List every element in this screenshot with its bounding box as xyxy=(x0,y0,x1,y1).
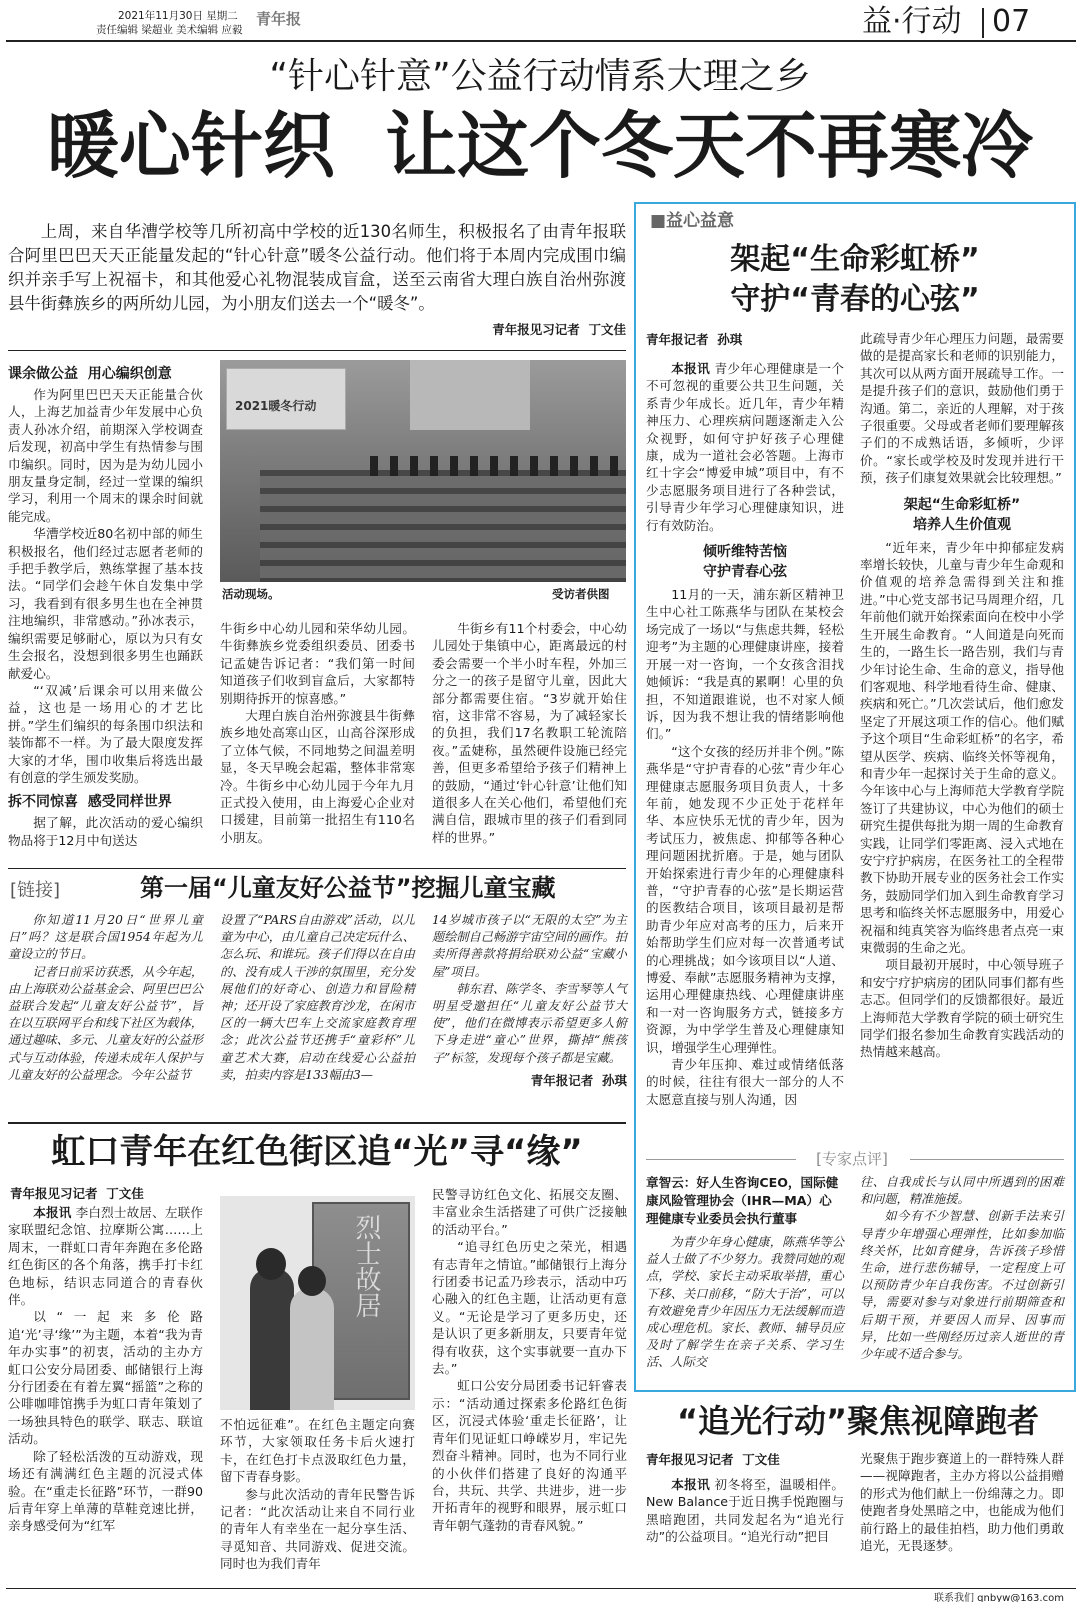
window-light xyxy=(410,360,530,430)
hongkou-column-3 xyxy=(432,1186,627,1534)
lead-intro-rule xyxy=(8,350,626,351)
expert-label: [专家点评] xyxy=(816,1150,888,1168)
masthead-date: 2021年11月30日 星期二 xyxy=(118,10,238,22)
audience-seats xyxy=(260,470,626,582)
lead-intro-text: 上周，来自华漕学校等几所初高中学校的近130名师生，积极报名了由青年报联合阿里巴巴天天正能量发起的“针心针意”暖冬公益行动。他们将于本周内完成围巾编织并亲手写上祝福卡，和其他爱心礼物混装成盲盒，送至云南省大理白族自治州弥渡县牛街彝族乡的两所幼儿园，为小朋友们送去一个“暖冬”。 xyxy=(8,222,626,313)
boxed-paragraph: “近年来，青少年中抑郁症发病率增长较快，儿童与青少年生命观和价值观的培养急需得到关注和推进。”中心党支部书记马周理介绍，几年前他们就开始探索面向在校中小学生开展生命教育。“人间道是向死而生的，一路生长一路告别，我们与青少年讨论生命、生命的意义，指导他们客观地、科学地看待生命、健康、疾病和死亡。”几次尝试后，他们愈发坚定了开展这项工作的信心。他们赋予这个项目“生命彩虹桥”的名字，希望从医学、疾病、临终关怀等视角，和青少年一起探讨关于生命的意义。今年该中心与上海师范大学教育学院签订了共建协议，中心为他们的硕士研究生提供每批为期一周的生命教育实践，让同学们零距离、浸入式地在安宁疗护病房，在医务社工的全程带教下协助开展专业的医务社会工作实务，鼓励同学们加入到生命教育学习思考和临终关怀志愿服务中，用爱心祝福和纯真笑容为临终患者点亮一束束微弱的生命之光。 xyxy=(860,539,1064,955)
hongkou-paragraph: 虹口公安分局团委书记轩睿表示：“活动通过探索多伦路红色街区，沉浸式体验‘重走长征路’，让青年们见证虹口峥嵘岁月，牢记先烈奋斗精神。同时，也为不同行业的小伙伴们搭建了良好的沟通平台，共玩、共学、共进步，进一步开拓青年的视野和眼界，展示虹口青年朝气蓬勃的青春风貌。” xyxy=(432,1378,627,1533)
boxed-subhead-1-line-1: 倾听维特苦恼 xyxy=(703,544,787,561)
hongkou-byline: 青年报见习记者 丁文佳 xyxy=(10,1186,144,1201)
boxed-paragraph: 11月的一天，浦东新区精神卫生中心社工陈燕华与团队在某校会场完成了一场以“与焦虑共舞，轻松迎考”为主题的心理健康讲座，接着开展一对一咨询，一个女孩含泪找她倾诉：“我是真的累啊！心里的负担，不知道跟谁说，也不对家人倾诉，因为我不想让我的情绪影响他们。” xyxy=(646,587,844,742)
section-divider xyxy=(982,8,984,38)
link-paragraph: 记者日前采访获悉，从今年起，由上海联劝公益基金会、阿里巴巴公益联合发起“儿童友好公益节”，旨在以互联网平台和线下社区为载体，通过趣味、多元、儿童友好的公益形式与互动体验，传递未成年人保护与儿童友好的公益理念。今年公益节 xyxy=(8,964,204,1082)
boxed-column-label: ■益心益意 xyxy=(650,211,735,231)
audience-heads xyxy=(370,456,626,476)
footer-rule xyxy=(6,1588,1076,1589)
hongkou-paragraph: 民警寻访红色文化、拓展交友圈、丰富业余生活搭建了可供广泛接触的活动平台。” xyxy=(432,1187,627,1237)
hongkou-lead-text: 李白烈士故居、左联作家联盟纪念馆、拉摩斯公寓……上周末，一群虹口青年奔跑在多伦路红色街区的各个角落，携手打卡红色地标，结识志同道合的青春伙伴。 xyxy=(8,1205,204,1308)
lead-byline: 青年报见习记者 丁文佳 xyxy=(492,322,626,337)
masthead-rule xyxy=(6,40,1076,42)
hongkou-headline: 虹口青年在红色街区追“光”寻“缘” xyxy=(51,1132,583,1172)
link-column-1 xyxy=(8,912,203,1084)
lead-paragraph: 大理白族自治州弥渡县牛街彝族乡地处高寒山区，山高谷深形成了立体气候，不同地势之间温差明显，冬天早晚会起霜，整体非常寒冷。牛街乡中心幼儿园于今年九月正式投入使用，由上海爱心企业对口援建，目前第一批招生有110名小朋友。 xyxy=(220,708,415,845)
lead-paragraph: 牛街乡中心幼儿园和荣华幼儿园。牛街彝族乡党委组织委员、团委书记孟婕告诉记者：“我们第一时间知道孩子们收到盲盒后，大家都特别期待拆开的惊喜感。” xyxy=(220,621,415,706)
lead-column-2 xyxy=(220,620,415,846)
hongkou-paragraph: 以“一起来多伦路追‘光’寻‘缘’”为主题，本着“我为青年办实事”的初衷，活动的主办方虹口公安分局团委、邮储银行上海分行团委在有着左翼“摇篮”之称的公啡咖啡馆携手为虹口青年策划了一场独具特色的联学、联志、联谊活动。 xyxy=(8,1309,203,1447)
zhuiguang-lead-text: 初冬将至，温暖相伴。New Balance于近日携手悦跑圈与黑暗跑团，共同发起名为“追光行动”的公益项目。“追光行动”把目 xyxy=(646,1477,844,1545)
boxed-subhead-1-line-2: 守护青春心弦 xyxy=(703,564,787,581)
person-right xyxy=(290,1288,334,1410)
person-left xyxy=(250,1268,294,1410)
hongkou-paragraph: 除了轻松活泼的互动游戏，现场还有满满红色主题的沉浸式体验。在“重走长征路”环节，一群90后青年穿上单薄的草鞋竞速比拼，亲身感受何为“红军 xyxy=(8,1448,203,1534)
boxed-paragraph: 青少年压抑、难过或情绪低落的时候，往往有很大一部分的人不太愿意直接与别人沟通，因 xyxy=(646,1057,844,1107)
hongkou-column-2 xyxy=(220,1416,415,1573)
zhuiguang-headline: “追光行动”聚焦视障跑者 xyxy=(676,1402,1040,1440)
zhuiguang-paragraph: 光聚焦于跑步赛道上的一群特殊人群——视障跑者，主办方将以公益捐赠的形式为他们献上一份绵薄之力。即使跑者身处黑暗之中，也能成为他们前行路上的最佳拍档，助力他们勇敢追光，无畏逐梦。 xyxy=(860,1451,1064,1554)
boxed-paragraph: “这个女孩的经历并非个例。”陈燕华是“守护青春的心弦”青少年心理健康志愿服务项目负责人，十多年前，她发现不少正处于花样年华、本应快乐无忧的青少年，因为考试压力，被焦虑、抑郁等各种心理问题困扰折磨。于是，她与团队开始探索进行青少年的心理健康科普，“守护青春的心弦”是长期运营的医教结合项目，该项目最初是帮助青少年应对高考的压力，后来开始帮助学生们应对每一次普通考试的心理挑战；如今该项目以“人道、博爱、奉献”志愿服务精神为支撑，运用心理健康热线、心理健康讲座和一对一咨询服务方式，链接多方资源，为中学学生普及心理健康知识，增强学生心理弹性。 xyxy=(646,743,844,1055)
boxed-byline: 青年报记者 孙琪 xyxy=(646,332,743,347)
zhuiguang-byline: 青年报见习记者 丁文佳 xyxy=(646,1452,780,1467)
boxed-lead-word: 本报讯 xyxy=(671,361,711,376)
lead-paragraph: 据了解，此次活动的爱心编织物品将于12月中旬送达 xyxy=(8,815,203,848)
activity-photo xyxy=(220,360,626,582)
page-number: 07 xyxy=(992,4,1031,39)
link-paragraph: 设置了“PARS自由游戏”活动，以儿童为中心，由儿童自己决定玩什么、怎么玩、和谁玩。孩子们得以在自由的、没有成人干涉的氛围里，充分发展他们的好奇心、创造力和冒险精神；还开设了家庭教育沙龙，在闲市区的一辆大巴车上交流家庭教育理念；此次公益节还携手“童彩杯”儿童艺术大赛，启动在线爱心公益拍卖，拍卖内容是133幅由3— xyxy=(220,913,415,1082)
hongkou-photo xyxy=(220,1196,415,1410)
zhuiguang-paragraph xyxy=(646,1476,844,1546)
link-label: [链接] xyxy=(10,880,61,901)
boxed-lead-text: 青少年心理健康是一个不可忽视的重要公共卫生问题，关系青少年成长。近几年，青少年精神压力、心理疾病问题逐渐走入公众视野，如何守护好孩子心理健康，成为一道社会必答题。上海市红十字会“博爱申城”项目中，有不少志愿服务项目进行了各种尝试，引导青少年学习心理健康知识，进行有效防治。 xyxy=(646,361,844,533)
zhuiguang-column-2 xyxy=(860,1450,1064,1554)
link-paragraph: 14岁城市孩子以“无限的太空”为主题绘制自己畅游宇宙空间的画作。拍卖所得善款将捐给联劝公益“宝藏小屋”项目。 xyxy=(432,913,627,979)
memorial-sign-text: 烈士故居 xyxy=(351,1214,381,1318)
boxed-paragraph xyxy=(646,360,844,534)
boxed-subhead-2-line-2: 培养人生价值观 xyxy=(913,516,1011,533)
section-title: 益·行动 xyxy=(862,4,962,39)
link-paragraph: 你知道11月20日“世界儿童日”吗？这是联合国1954年起为儿童设立的节日。 xyxy=(8,913,203,962)
lead-kicker: “针心针意”公益行动情系大理之乡 xyxy=(269,56,811,97)
boxed-headline-line-1: 架起“生命彩虹桥” xyxy=(730,242,980,277)
footer-contact: 联系我们 qnbyw@163.com xyxy=(934,1593,1064,1602)
link-column-3 xyxy=(432,912,627,1089)
lead-paragraph: 牛街乡有11个村委会，中心幼儿园处于集镇中心，距离最远的村委会需要一个半小时车程，外加三分之一的孩子是留守儿童，因此大部分都需要住宿。“3岁就开始住宿，这非常不容易，为了减轻家长的负担，我们17名教职工轮流陪夜。”孟婕称，虽然硬件设施已经完善，但更多希望给予孩子们精神上的鼓励，“通过‘针心针意’让他们知道很多人在关心他们，希望他们充满自信，跟城市里的孩子们看到同样的世界。” xyxy=(432,621,627,845)
link-rule-top xyxy=(8,868,626,869)
boxed-subhead-1 xyxy=(646,542,844,582)
expert-column-2 xyxy=(860,1174,1064,1363)
expert-paragraph: 往、自我成长与认同中所遇到的困难和问题，精准施援。 xyxy=(860,1175,1064,1207)
lead-paragraph: 华漕学校近80名初中部的师生积极报名，他们经过志愿者老师的手把手教学后，熟练掌握了基本技法。“同学们会趁午休自发集中学习，我看到有很多男生也在全神贯注地编织，非常感动。”孙冰表示，编织需要足够耐心，原以为只有女生会报名，没想到很多男生也踊跃献爱心。 xyxy=(8,526,203,681)
expert-name: 章智云：好人生咨询CEO，国际健康风险管理协会（IHR—MA）心理健康专业委员会执行董事 xyxy=(646,1175,839,1226)
hongkou-paragraph: “追寻红色历史之荣光，相遇有志青年之情谊。”邮储银行上海分行团委书记孟乃珍表示，活动中巧心融入的红色主题，让活动更有意义。“无论是学习了更多历史，还是认识了更多新朋友，只要青年觉得有收获，这个实事就要一直办下去。” xyxy=(432,1239,627,1377)
hongkou-paragraph: 不怕远征难”。在红色主题定向赛环节，大家领取任务卡后火速打卡，在红色打卡点汲取红色力量，留下青春身影。 xyxy=(220,1417,415,1485)
expert-rule-right xyxy=(910,1159,1064,1160)
expert-rule-left xyxy=(646,1159,796,1160)
lead-subhead-2: 拆不同惊喜 感受同样世界 xyxy=(8,794,172,811)
boxed-column-2 xyxy=(860,330,1064,1061)
link-byline: 青年报记者 孙琪 xyxy=(530,1072,627,1088)
lead-paragraph: 作为阿里巴巴天天正能量合伙人，上海艺加益青少年发展中心负责人孙冰介绍，前期深入学校调查后发现，初高中学生有热情参与围巾编织。同时，因为是为幼儿园小朋友量身定制，经过一堂课的编织学习，利用一个周末的课余时间就能完成。 xyxy=(8,387,203,524)
boxed-paragraph: 此疏导青少年心理压力问题，最需要做的是提高家长和老师的识别能力，其次可以从两方面开展疏导工作。一是提升孩子们的意识，鼓励他们勇于沟通。第二，亲近的人理解，对于孩子很重要。父母或者老师们要理解孩子们的不成熟话语，多倾听，少评价。“家长或学校及时发现并进行干预，孩子们康复效果就会比较理想。” xyxy=(860,331,1064,486)
boxed-subhead-2-line-1: 架起“生命彩虹桥” xyxy=(903,496,1021,513)
zhuiguang-column-1 xyxy=(646,1450,844,1546)
hongkou-rule-top xyxy=(8,1122,626,1124)
link-column-2 xyxy=(220,912,415,1084)
hongkou-column-1 xyxy=(8,1204,203,1535)
boxed-subhead-2 xyxy=(860,495,1064,535)
link-headline: 第一届“儿童友好公益节”挖掘儿童宝藏 xyxy=(140,874,556,902)
masthead-editors: 责任编辑 梁超业 美术编辑 应毅 xyxy=(96,24,243,36)
masthead-logo: 青年报 xyxy=(256,10,302,28)
photo-caption: 活动现场。 xyxy=(222,587,280,601)
person-right-head xyxy=(298,1266,326,1296)
lead-paragraph: “‘双减’后课余可以用来做公益，这也是一场用心的才艺比拼。”学生们编织的每条围巾织法和装饰都不一样。为了最大限度发挥大家的才华，围巾收集后将选出最有创意的学生颁发奖励。 xyxy=(8,682,203,785)
link-paragraph: 韩东君、陈学冬、李雪琴等人气明星受邀担任“儿童友好公益节大使”，他们在微博表示希望更多人俯下身走进“童心”世界，撕掉“熊孩子”标签，发现每个孩子都是宝藏。 xyxy=(432,981,628,1065)
expert-paragraph: 为青少年身心健康，陈燕华等公益人士做了不少努力。我赞同她的观点，学校、家长主动采取举措，重心下移、关口前移，“防大于治”，可以有效避免青少年因压力无法缓解而造成心理危机。家长、教师、辅导员应及时了解学生在亲子关系、学习生活、人际交 xyxy=(646,1235,844,1370)
zhuiguang-lead-word: 本报讯 xyxy=(671,1477,711,1492)
projection-screen xyxy=(226,368,346,430)
lead-headline: 暖心针织 让这个冬天不再寒冷 xyxy=(46,104,1034,188)
boxed-headline-line-2: 守护“青春的心弦” xyxy=(730,282,980,317)
lead-intro xyxy=(8,220,626,338)
lead-column-3 xyxy=(432,620,627,846)
screen-banner-text: 2021暖冬行动 xyxy=(235,399,317,413)
expert-column-1 xyxy=(646,1174,844,1372)
boxed-column-1 xyxy=(646,330,844,1108)
photo-credit: 受访者供图 xyxy=(552,587,610,601)
lead-subhead-1: 课余做公益 用心编织创意 xyxy=(8,366,172,382)
hongkou-lead-word: 本报讯 xyxy=(33,1205,72,1220)
lead-column-1 xyxy=(8,360,203,849)
hongkou-paragraph xyxy=(8,1204,203,1308)
hongkou-paragraph: 参与此次活动的青年民警告诉记者：“此次活动让来自不同行业的青年人有幸坐在一起分享生活、寻觅知音、共同游戏、促进交流。同时也为我们青年 xyxy=(220,1486,415,1572)
person-left-head xyxy=(256,1248,286,1280)
expert-paragraph: 如今有不少智慧、创新手法来引导青少年增强心理弹性，比如参加临终关怀，比如育健身，告诉孩子珍惜生命，进行悲伤辅导，一定程度上可以预防青少年自我伤害。不过创新引导，需要对参与对象进行前期筛查和后期干预，并要因人而异、因事而异，比如一些刚经历过亲人逝世的青少年或不适合参与。 xyxy=(860,1209,1064,1362)
boxed-paragraph: 项目最初开展时，中心领导班子和安宁疗护病房的团队同事们都有些志忑。但同学们的反馈都很好。最近上海师范大学教育学院的硕士研究生同学们报名参加生命教育实践活动的热情越来越高。 xyxy=(860,957,1064,1060)
